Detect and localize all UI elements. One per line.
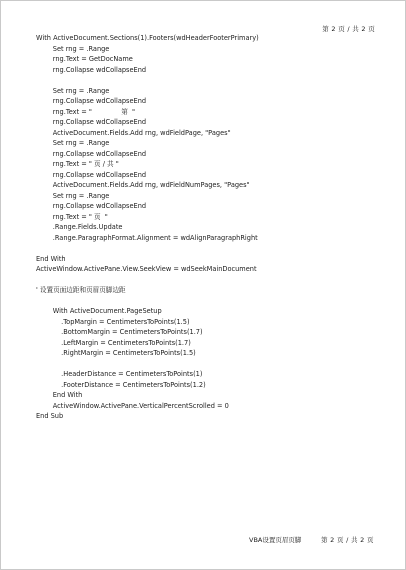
code-line: ActiveWindow.ActivePane.View.SeekView = wdSeekMainDocument [36,265,257,273]
code-line: .LeftMargin = CentimetersToPoints(1.7) [36,338,191,347]
code-line: With ActiveDocument.Sections(1).Footers(wdHeaderFooterPrimary) [36,34,259,42]
code-line: .Range.ParagraphFormat.Alignment = wdAlignParagraphRight [36,233,258,242]
code-line: End Sub [36,412,64,420]
vba-code-block [36,33,259,422]
code-line: ActiveWindow.ActivePane.VerticalPercentScrolled = 0 [36,401,229,410]
code-line: ActiveDocument.Fields.Add rng, wdFieldNumPages, "Pages" [36,181,250,189]
code-line: End With [36,391,83,399]
footer-document-name: VBA设置页眉页脚 [249,536,302,544]
code-line: .Range.Fields.Update [36,223,123,231]
page-header [322,24,375,33]
code-line [36,275,259,286]
code-line: Set rng = .Range [36,139,110,147]
code-line [36,296,259,307]
code-line: rng.Text = " 页 " [36,212,108,221]
code-line: .TopMargin = CentimetersToPoints(1.5) [36,317,190,326]
code-line: .BottomMargin = CentimetersToPoints(1.7) [36,328,203,336]
footer-page-number: 第 2 页 / 共 2 页 [321,536,374,544]
code-line: rng.Collapse wdCollapseEnd [36,149,147,158]
header-page-number: 第 2 页 / 共 2 页 [322,25,375,33]
code-line: rng.Collapse wdCollapseEnd [36,170,147,179]
code-line: rng.Text = GetDocName [36,55,133,63]
code-line: .FooterDistance = CentimetersToPoints(1.2) [36,380,206,389]
code-line [36,243,259,254]
code-line: Set rng = .Range [36,86,110,95]
code-line [36,359,259,370]
code-line: End With [36,254,66,263]
code-line: Set rng = .Range [36,44,110,53]
code-line: rng.Text = " 页 / 共 " [36,160,119,168]
code-line: rng.Text = " 第 " [36,107,136,116]
code-line: Set rng = .Range [36,191,110,200]
code-line: ActiveDocument.Fields.Add rng, wdFieldPage, "Pages" [36,128,231,137]
code-line: .HeaderDistance = CentimetersToPoints(1) [36,370,203,378]
code-line: With ActiveDocument.PageSetup [36,307,162,315]
code-line: ' 设置页面边距和页眉页脚边距 [36,286,126,294]
code-line: .RightMargin = CentimetersToPoints(1.5) [36,349,196,357]
code-line: rng.Collapse wdCollapseEnd [36,97,147,105]
code-line [36,75,259,86]
code-line: rng.Collapse wdCollapseEnd [36,118,147,126]
code-line: rng.Collapse wdCollapseEnd [36,65,147,74]
code-line: rng.Collapse wdCollapseEnd [36,202,147,210]
